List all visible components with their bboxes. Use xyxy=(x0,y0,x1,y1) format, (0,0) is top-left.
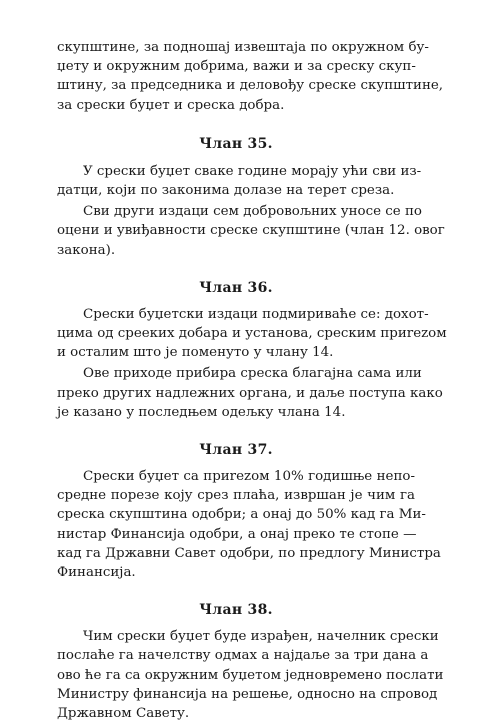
text-line: скупштине, за подношај извештаја по окружном бу- xyxy=(57,40,429,55)
text-line: послаће га начелству одмах а најдаље за три дана а xyxy=(57,648,429,664)
text-line: Срески буџет са приrezом 10% годишње непо- xyxy=(83,469,415,485)
text-line: Чим срески буџет буде израђен, начелник срески xyxy=(83,629,439,645)
article-paragraph xyxy=(57,364,443,422)
text-line: оцени и увиђавности среске скупштине (члан 12. овог xyxy=(57,223,445,239)
text-line: Финансија. xyxy=(57,565,136,581)
text-line: кад га Државни Савет одобри, по предлогу Министра xyxy=(57,545,441,561)
text-line: Срески буџетски издаци подмириваће се: дохот- xyxy=(83,306,429,322)
article-heading: Члан 36. xyxy=(199,279,273,296)
text-line: Сви други издаци сем добровољних уносе се по xyxy=(83,204,422,220)
text-line: преко других надлежних органа, и даље поступа како xyxy=(57,385,443,401)
text-line: ово ће га са окружним буџетом једновремено послати xyxy=(57,667,444,683)
text-line: је казано у последњем одељку члана 14. xyxy=(57,404,346,420)
text-line: цима од срееких добара и установа, среским приrezом xyxy=(57,326,447,342)
article-paragraph xyxy=(57,627,444,723)
article-paragraph xyxy=(57,202,445,260)
text-line: и осталим што је поменуто у члану 14. xyxy=(57,345,334,361)
article-paragraph xyxy=(57,305,447,363)
text-line: средне порезе коју срез плаћа, извршан је чим га xyxy=(57,488,415,504)
text-line: џету и окружним добрима, важи и за среску скуп- xyxy=(57,59,416,75)
text-line: штину, за председника и деловођу среске скупштине, xyxy=(57,78,444,94)
text-line: за срески буџет и среска добра. xyxy=(57,97,285,113)
text-line: среска скупштина одобри; а онај до 50% кад га Ми- xyxy=(57,507,426,523)
article-heading: Члан 38. xyxy=(199,602,273,619)
document-page xyxy=(57,38,447,723)
text-line: закона). xyxy=(57,242,116,258)
article-paragraph xyxy=(57,162,422,200)
text-line: Државном Савету. xyxy=(57,706,190,722)
text-line: нистар Финансија одобри, а онај преко те стопе — xyxy=(57,526,417,542)
article-heading: Члан 37. xyxy=(199,442,273,459)
text-line: датци, који по законима долазе на терет среза. xyxy=(57,183,395,199)
text-line: У срески буџет сваке године морају ући сви из- xyxy=(83,163,422,179)
text-line: Ове приходе прибира среска благајна сама или xyxy=(83,366,422,382)
article-paragraph xyxy=(57,467,441,582)
article-heading: Члан 35. xyxy=(199,135,273,152)
text-line: Министру финансија на решење, односно на спровод xyxy=(57,686,438,702)
intro-paragraph xyxy=(57,38,444,115)
